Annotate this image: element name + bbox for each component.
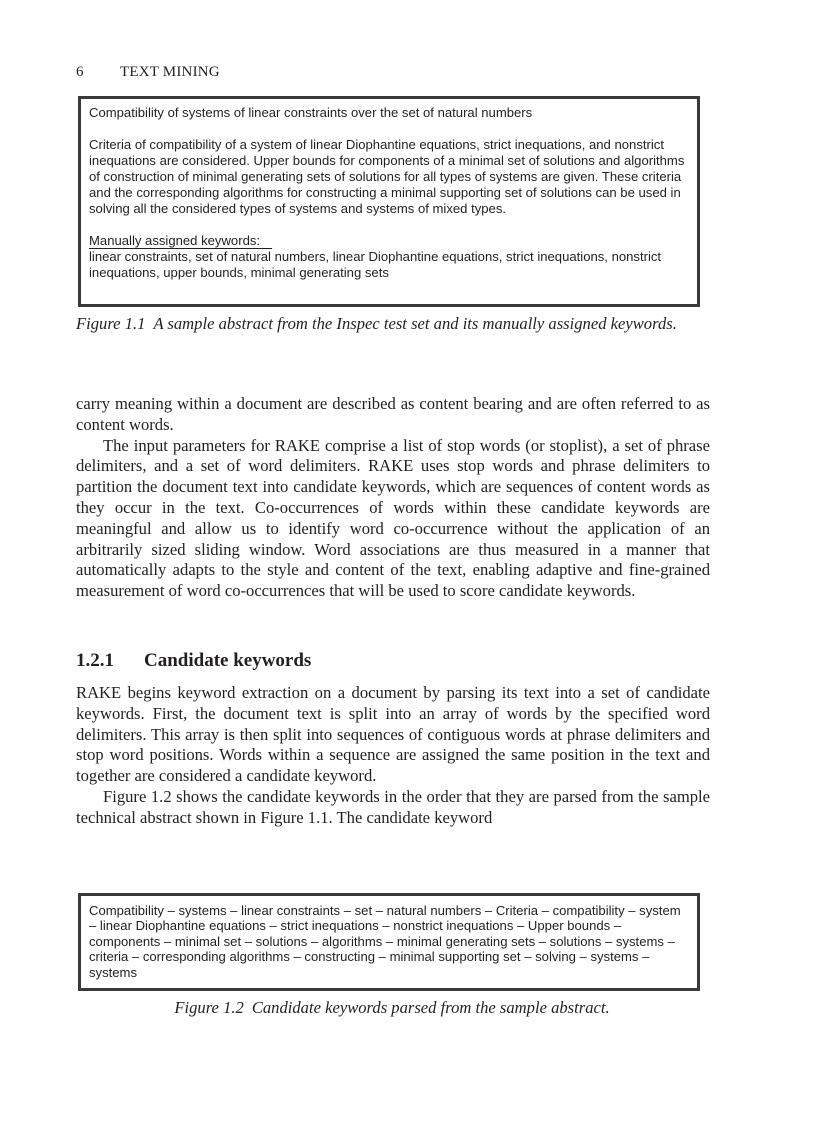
- abstract-text: Criteria of compatibility of a system of linear Diophantine equations, strict inequations, and nonstrict inequations are considered. Upper bounds for components of a minimal set of solutions and algorithms of construction of minimal generating sets of solutions for all types of systems are given. These criteria and the corresponding algorithms for constructing a minimal supporting set of solutions can be used in solving all the considered types of systems and systems of mixed types.: [89, 137, 685, 216]
- body-text-block-1: [76, 394, 710, 602]
- figure-1-box: [78, 96, 700, 307]
- section-title: Candidate keywords: [144, 650, 312, 671]
- figure-1-caption-text: A sample abstract from the Inspec test set and its manually assigned keywords.: [153, 314, 677, 333]
- figure-1-label: Figure 1.1: [76, 314, 146, 333]
- figure-1-caption: [76, 314, 708, 334]
- page-number: 6: [76, 64, 84, 80]
- figure-2-box: [78, 893, 700, 991]
- paragraph: carry meaning within a document are described as content bearing and are often referred to as content words.: [76, 394, 710, 434]
- running-title: TEXT MINING: [120, 64, 220, 80]
- abstract-title: Compatibility of systems of linear constraints over the set of natural numbers: [89, 105, 533, 120]
- paragraph: RAKE begins keyword extraction on a document by parsing its text into a set of candidate keywords. First, the document text is split into an array of words by the specified word delimiters. This array is then split into sequences of contiguous words at phrase delimiters and stop word positions. Words within a sequence are assigned the same position in the text and together are considered a candidate keyword.: [76, 683, 710, 786]
- paragraph: Figure 1.2 shows the candidate keywords in the order that they are parsed from the sample technical abstract shown in Figure 1.1. The candidate keyword: [76, 786, 710, 827]
- keywords-label: Manually assigned keywords:: [89, 233, 272, 249]
- running-head: [76, 64, 220, 81]
- candidate-keywords-text: Compatibility – systems – linear constraints – set – natural numbers – Criteria – compatibility – system – linear Diophantine equations – strict inequations – nonstrict inequations – Upper bounds – components – minimal set – solutions – algorithms – minimal generating sets – solutions – systems – criteria – corresponding algorithms – constructing – minimal supporting set – solving – systems – systems: [89, 903, 681, 980]
- section-heading: [76, 650, 311, 672]
- paragraph: The input parameters for RAKE comprise a list of stop words (or stoplist), a set of phrase delimiters, and a set of word delimiters. RAKE uses stop words and phrase delimiters to partition the document text into candidate keywords, which are sequences of content words as they occur in the text. Co-occurrences of words within these candidate keywords are meaningful and allow us to identify word co-occurrence without the application of an arbitrarily sized sliding window. Word associations are thus measured in a manner that automatically adapts to the style and content of the text, enabling adaptive and fine-grained measurement of word co-occurrences that will be used to score candidate keywords.: [76, 435, 710, 601]
- keywords-list: linear constraints, set of natural numbers, linear Diophantine equations, strict inequations, nonstrict inequations, upper bounds, minimal generating sets: [89, 249, 662, 280]
- figure-2-caption: [76, 998, 708, 1018]
- figure-2-label: Figure 1.2: [174, 998, 244, 1017]
- body-text-block-2: [76, 683, 710, 829]
- figure-2-caption-text: Candidate keywords parsed from the sample abstract.: [251, 998, 610, 1017]
- section-number: 1.2.1: [76, 650, 114, 671]
